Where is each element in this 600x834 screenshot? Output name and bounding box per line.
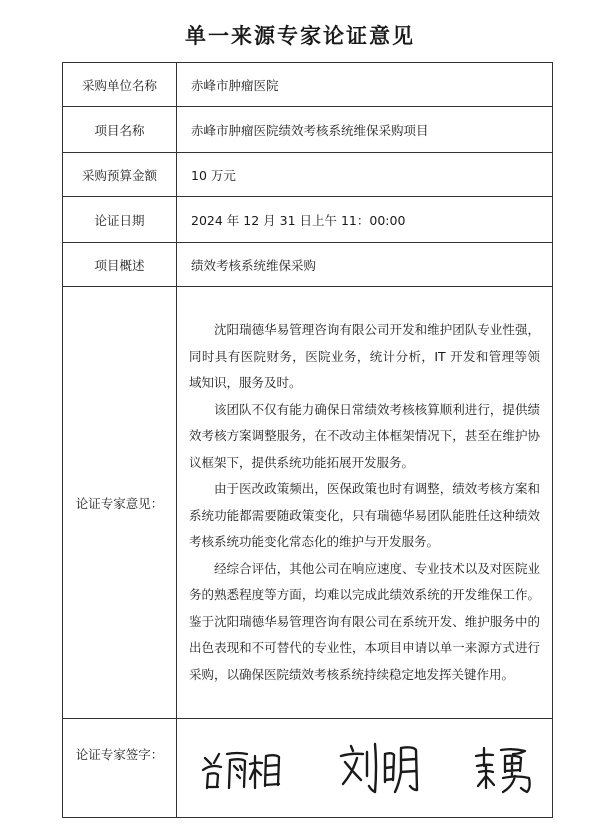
row-value-budget: 10 万元	[177, 153, 553, 197]
opinion-paragraph-3: 由于医改政策频出，医保政策也时有调整，绩效考核方案和系统功能都需要随政策变化，只有瑞德华易团队能胜任这种绩效考核系统功能变化常态化的维护与开发服务。	[189, 481, 540, 549]
table-row	[63, 719, 553, 818]
signature-group	[191, 738, 552, 798]
signature-gu-yu-xiang	[199, 742, 291, 794]
row-label-signature: 论证专家签字：	[63, 719, 177, 818]
opinion-paragraph-4: 经综合评估，其他公司在响应速度、专业技术以及对医院业务的熟悉程度等方面，均难以完成此绩效系统的开发维保工作。鉴于沈阳瑞德华易管理咨询有限公司在系统开发、维护服务中的出色表现和不可替代的专业性，本项目申请以单一来源方式进行采购，以确保医院绩效考核系统持续稳定地发挥关键作用。	[189, 560, 540, 682]
table-row	[63, 197, 553, 243]
page-title: 单一来源专家论证意见	[185, 24, 415, 48]
table-row	[63, 287, 553, 719]
table-row	[63, 107, 553, 153]
row-label-opinion: 论证专家意见：	[63, 287, 177, 719]
opinion-paragraph-1: 沈阳瑞德华易管理咨询有限公司开发和维护团队专业性强，同时具有医院财务，医院业务，统计分析，IT 开发和管理等领域知识，服务及时。	[189, 322, 540, 390]
row-label-date: 论证日期	[63, 197, 177, 243]
signature-he-yong	[473, 742, 547, 794]
table-row	[63, 63, 553, 107]
signature-area	[177, 719, 553, 818]
row-value-project-name: 赤峰市肿瘤医院绩效考核系统维保采购项目	[177, 107, 553, 153]
table-row	[63, 153, 553, 197]
row-label-purchaser: 采购单位名称	[63, 63, 177, 107]
table-row	[63, 243, 553, 287]
signature-liu-ming	[337, 738, 427, 798]
row-label-overview: 项目概述	[63, 243, 177, 287]
argument-form-table	[62, 62, 553, 818]
row-value-overview: 绩效考核系统维保采购	[177, 243, 553, 287]
opinion-content	[177, 287, 553, 719]
row-value-date: 2024 年 12 月 31 日上午 11：00:00	[177, 197, 553, 243]
row-label-project-name: 项目名称	[63, 107, 177, 153]
row-value-purchaser: 赤峰市肿瘤医院	[177, 63, 553, 107]
row-label-budget: 采购预算金额	[63, 153, 177, 197]
opinion-paragraph-2: 该团队不仅有能力确保日常绩效考核核算顺利进行，提供绩效考核方案调整服务，在不改动主体框架情况下，甚至在维护协议框架下，提供系统功能拓展开发服务。	[189, 401, 540, 470]
